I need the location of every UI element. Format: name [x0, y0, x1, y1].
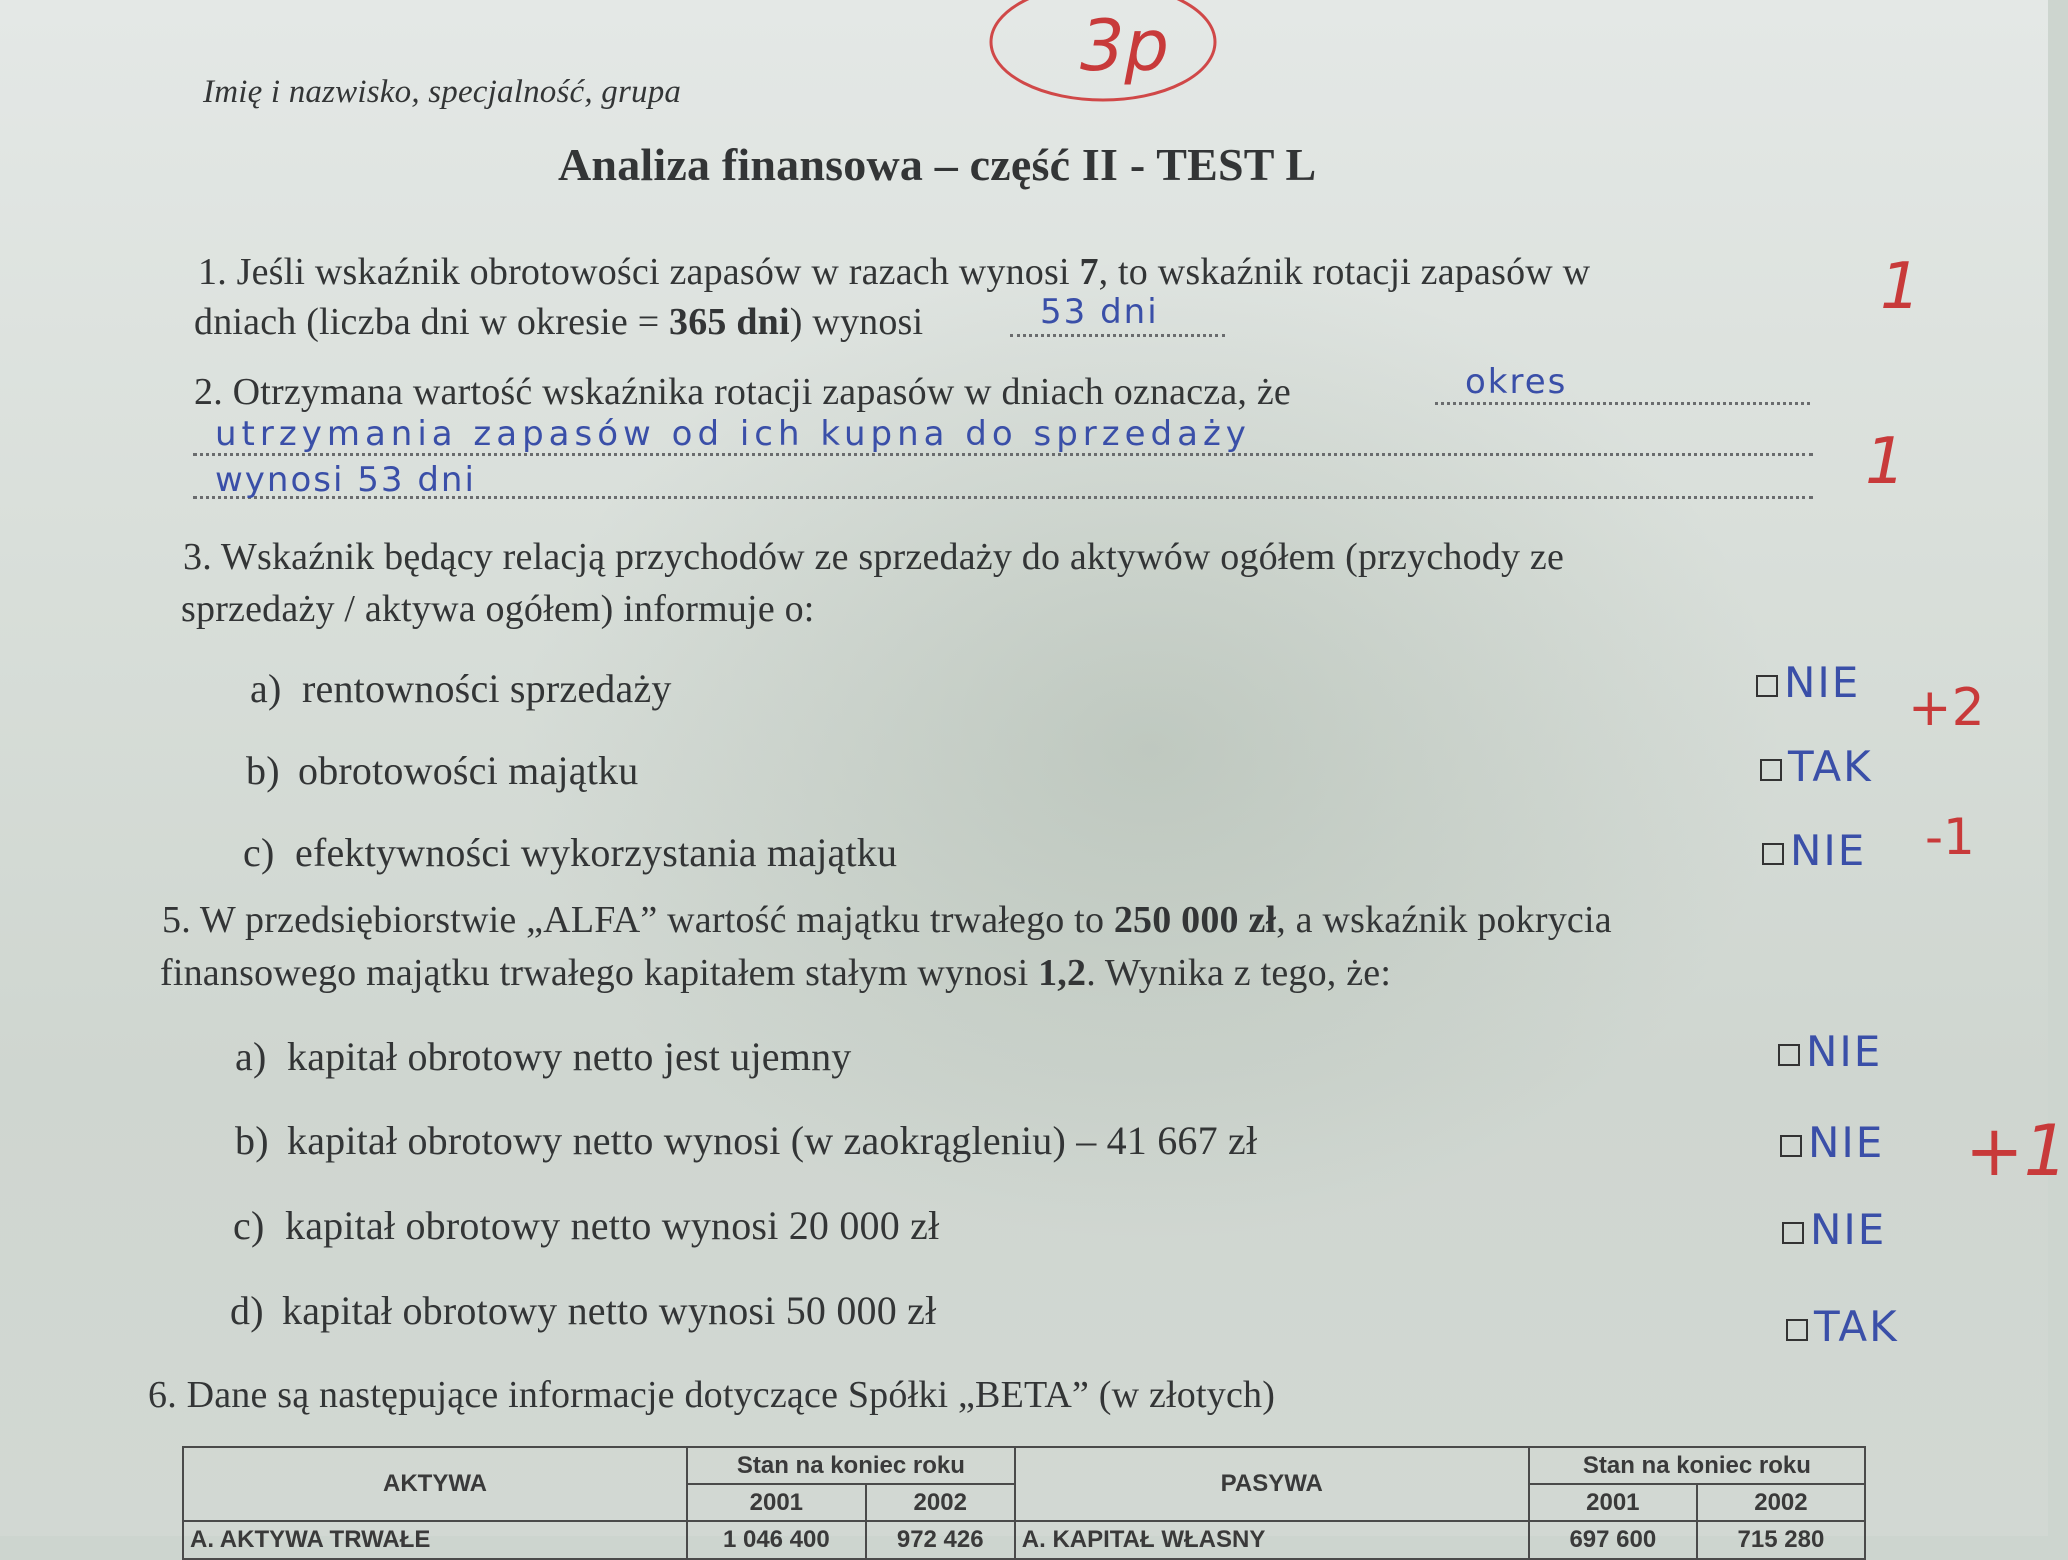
- checkbox-b: [1780, 1135, 1802, 1157]
- q5-line1: 5. W przedsiębiorstwie „ALFA” wartość majątku trwałego to 250 000 zł, a wskaźnik pokrycia: [162, 899, 1612, 941]
- col-2001-a: 2001: [687, 1484, 866, 1521]
- q1-answer: 53 dni: [1040, 292, 1159, 332]
- name-line: Imię i nazwisko, specjalność, grupa: [203, 74, 682, 110]
- q3-answer-b[interactable]: TAK: [1760, 742, 1873, 791]
- cell-p-2001: 697 600: [1529, 1521, 1697, 1559]
- q5-option-a: a) kapitał obrotowy netto jest ujemny: [235, 1034, 852, 1079]
- q5-option-d: d) kapitał obrotowy netto wynosi 50 000 zł: [230, 1288, 937, 1333]
- q3-option-b: b) obrotowości majątku: [246, 748, 639, 793]
- cell-a-2002: 972 426: [866, 1521, 1015, 1559]
- col-stan-p: Stan na koniec roku: [1529, 1447, 1865, 1484]
- col-2002-p: 2002: [1697, 1484, 1865, 1521]
- checkbox-c: [1782, 1222, 1804, 1244]
- q5-line2: finansowego majątku trwałego kapitałem stałym wynosi 1,2. Wynika z tego, że:: [160, 952, 1392, 994]
- q1-score: 1: [1880, 250, 1921, 324]
- checkbox-a: [1778, 1044, 1800, 1066]
- q3-option-c: c) efektywności wykorzystania majątku: [243, 830, 898, 875]
- q2-answer-3: wynosi 53 dni: [215, 460, 476, 500]
- checkbox-a: [1756, 675, 1778, 697]
- q2-answer-2: utrzymania zapasów od ich kupna do sprzedaży: [215, 414, 1251, 454]
- q3-score-plus: +2: [1908, 678, 1985, 738]
- col-2001-p: 2001: [1529, 1484, 1697, 1521]
- q1-answer-line: [1010, 334, 1225, 337]
- q3-score-minus: -1: [1925, 808, 1975, 866]
- q1-line1: 1. Jeśli wskaźnik obrotowości zapasów w razach wynosi 7, to wskaźnik rotacji zapasów w: [198, 251, 1591, 293]
- q3-answer-a[interactable]: NIE: [1756, 658, 1860, 707]
- row-kapital-wlasny: A. KAPITAŁ WŁASNY: [1015, 1521, 1529, 1559]
- q1-line2: dniach (liczba dni w okresie = 365 dni) wynosi: [194, 301, 924, 343]
- q3-line1: 3. Wskaźnik będący relacją przychodów ze sprzedaży do aktywów ogółem (przychody ze: [183, 536, 1565, 578]
- q5-answer-d[interactable]: TAK: [1786, 1302, 1899, 1351]
- q5-answer-c[interactable]: NIE: [1782, 1205, 1886, 1254]
- col-aktywa: AKTYWA: [183, 1447, 687, 1521]
- cell-p-2002: 715 280: [1697, 1521, 1865, 1559]
- row-aktywa-trwale: A. AKTYWA TRWAŁE: [183, 1521, 687, 1559]
- cell-a-2001: 1 046 400: [687, 1521, 866, 1559]
- q3-line2: sprzedaży / aktywa ogółem) informuje o:: [181, 588, 815, 630]
- checkbox-c: [1762, 843, 1784, 865]
- col-pasywa: PASYWA: [1015, 1447, 1529, 1521]
- balance-table: [182, 1446, 1866, 1560]
- q5-answer-a[interactable]: NIE: [1778, 1027, 1882, 1076]
- q2-answer-1: okres: [1465, 362, 1568, 402]
- col-stan-a: Stan na koniec roku: [687, 1447, 1015, 1484]
- checkbox-d: [1786, 1319, 1808, 1341]
- grade-mark: 3p: [1080, 5, 1169, 87]
- col-2002-a: 2002: [866, 1484, 1015, 1521]
- page-title: Analiza finansowa – część II - TEST L: [558, 139, 1317, 190]
- q5-score: +1: [1965, 1110, 2068, 1192]
- q5-option-c: c) kapitał obrotowy netto wynosi 20 000 zł: [233, 1203, 940, 1248]
- q2-answer-line1: [1435, 402, 1810, 405]
- q3-option-a: a) rentowności sprzedaży: [250, 666, 672, 711]
- q2-line1: 2. Otrzymana wartość wskaźnika rotacji zapasów w dniach oznacza, że: [194, 371, 1291, 413]
- q6-line1: 6. Dane są następujące informacje dotyczące Spółki „BETA” (w złotych): [148, 1374, 1276, 1416]
- checkbox-b: [1760, 759, 1782, 781]
- q3-answer-c[interactable]: NIE: [1762, 826, 1866, 875]
- q5-option-b: b) kapitał obrotowy netto wynosi (w zaokrągleniu) – 41 667 zł: [235, 1118, 1258, 1163]
- q2-score: 1: [1865, 425, 1906, 499]
- q5-answer-b[interactable]: NIE: [1780, 1118, 1884, 1167]
